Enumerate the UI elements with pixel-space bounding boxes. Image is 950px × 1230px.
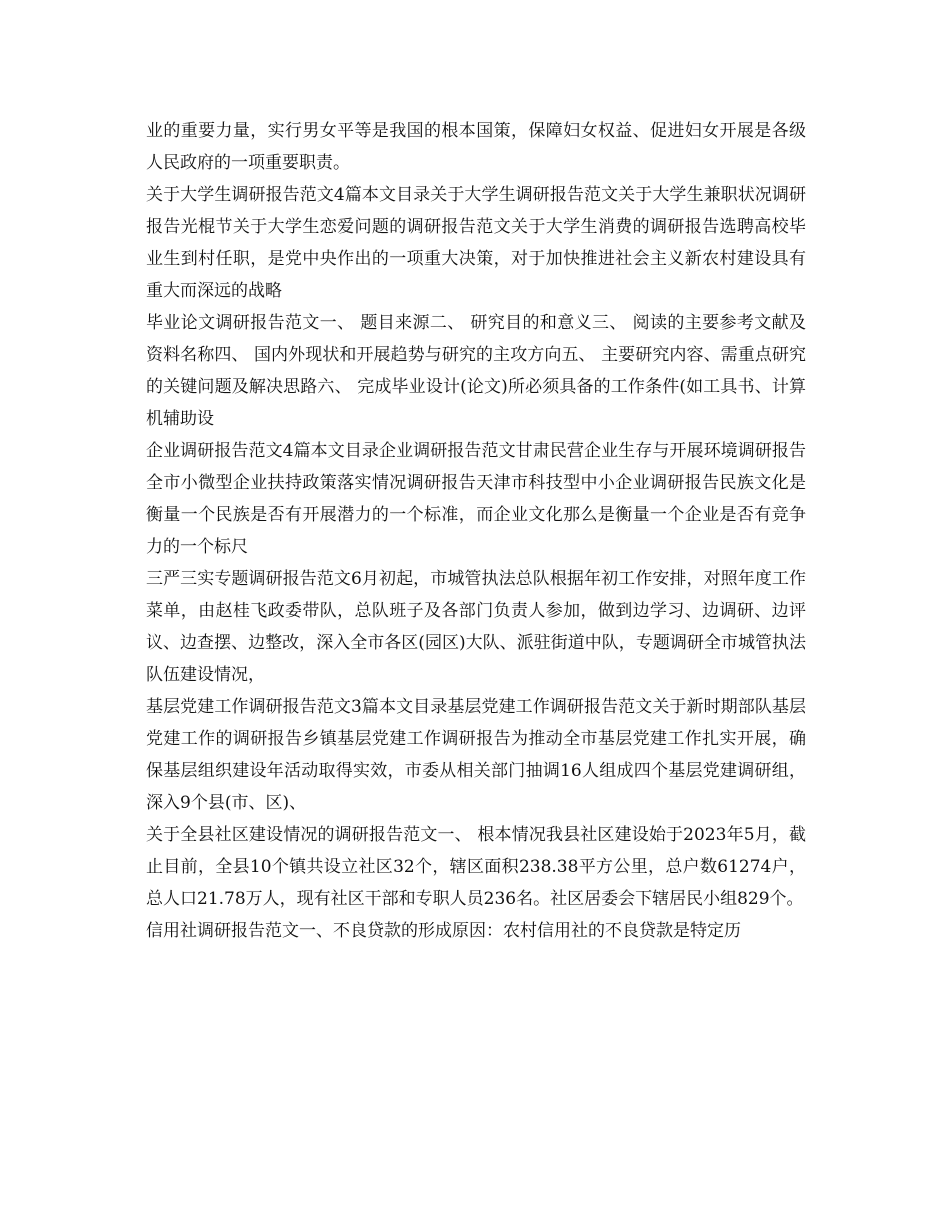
paragraph-enterprise-report: 企业调研报告范文4篇本文目录企业调研报告范文甘肃民营企业生存与开展环境调研报告全市小微型企业扶持政策落实情况调研报告天津市科技型中小企业调研报告民族文化是衡量一个民族是否有开展潜力的一个标准，而企业文化那么是衡量一个企业是否有竞争力的一个标尺: [146, 441, 806, 557]
paragraph-women-rights: 业的重要力量，实行男女平等是我国的根本国策，保障妇女权益、促进妇女开展是各级人民政府的一项重要职责。: [146, 121, 806, 173]
document-body: [146, 115, 806, 947]
paragraph-grassroots-party-report: 基层党建工作调研报告范文3篇本文目录基层党建工作调研报告范文关于新时期部队基层党建工作的调研报告乡镇基层党建工作调研报告为推动全市基层党建工作扎实开展，确保基层组织建设年活动取得实效，市委从相关部门抽调16人组成四个基层党建调研组，深入9个县(市、区)、: [146, 697, 806, 813]
paragraph-graduation-thesis-report: 毕业论文调研报告范文一、 题目来源二、 研究目的和意义三、 阅读的主要参考文献及资料名称四、 国内外现状和开展趋势与研究的主攻方向五、 主要研究内容、需重点研究的关键问题及解决思路六、 完成毕业设计(论文)所必须具备的工作条件(如工具书、计算机辅助设: [146, 313, 806, 429]
paragraph-credit-union-report: 信用社调研报告范文一、不良贷款的形成原因：农村信用社的不良贷款是特定历: [146, 921, 741, 941]
paragraph-college-student-report: 关于大学生调研报告范文4篇本文目录关于大学生调研报告范文关于大学生兼职状况调研报告光棍节关于大学生恋爱问题的调研报告范文关于大学生消费的调研报告选聘高校毕业生到村任职，是党中央作出的一项重大决策，对于加快推进社会主义新农村建设具有重大而深远的战略: [146, 185, 806, 301]
paragraph-three-stricts-report: 三严三实专题调研报告范文6月初起，市城管执法总队根据年初工作安排，对照年度工作菜单，由赵桂飞政委带队，总队班子及各部门负责人参加，做到边学习、边调研、边评议、边查摆、边整改，深入全市各区(园区)大队、派驻街道中队，专题调研全市城管执法队伍建设情况，: [146, 569, 806, 685]
paragraph-community-construction-report: 关于全县社区建设情况的调研报告范文一、 根本情况我县社区建设始于2023年5月，截止目前，全县10个镇共设立社区32个，辖区面积238.38平方公里，总户数61274户，总人口21.78万人，现有社区干部和专职人员236名。社区居委会下辖居民小组829个。: [146, 825, 806, 909]
